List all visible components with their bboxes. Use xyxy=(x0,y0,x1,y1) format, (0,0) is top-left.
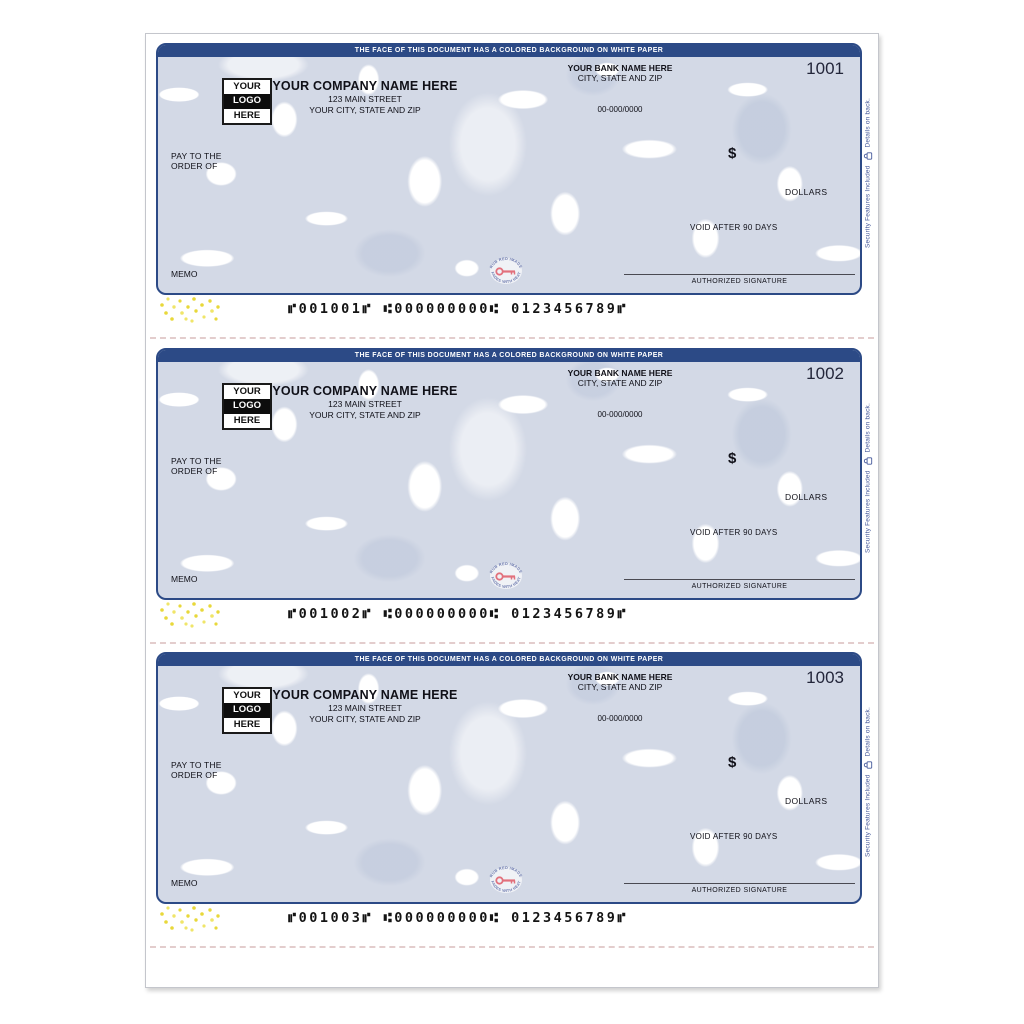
pay-to-line2: ORDER OF xyxy=(171,466,218,476)
logo-line-2: LOGO xyxy=(224,703,270,717)
micr-line: ⑈001003⑈ ⑆000000000⑆ 0123456789⑈ xyxy=(288,910,628,926)
company-block xyxy=(250,79,480,115)
heat-sensitive-key-seal xyxy=(488,559,524,598)
company-address1: 123 MAIN STREET xyxy=(328,94,402,104)
security-banner: THE FACE OF THIS DOCUMENT HAS A COLORED BACKGROUND ON WHITE PAPER xyxy=(158,350,860,362)
security-features-text: Security Features Included xyxy=(864,774,872,857)
details-on-back-text: Details on back. xyxy=(864,403,872,453)
bank-name: YOUR BANK NAME HERE xyxy=(567,63,673,73)
security-features-text: Security Features Included xyxy=(864,470,872,553)
company-block xyxy=(250,384,480,420)
perforation-line xyxy=(150,337,874,339)
pay-to-line2: ORDER OF xyxy=(171,770,218,780)
dollar-sign: $ xyxy=(728,754,737,771)
logo-line-1: YOUR xyxy=(233,386,261,397)
logo-line-3: HERE xyxy=(233,414,261,426)
memo-label: MEMO xyxy=(171,269,198,279)
bank-block xyxy=(510,368,730,419)
company-name: YOUR COMPANY NAME HERE xyxy=(272,688,458,702)
seal-top-text: RUB RED IMAGE xyxy=(489,561,523,575)
authorized-signature-label: AUTHORIZED SIGNATURE xyxy=(691,887,788,894)
signature-line xyxy=(624,579,855,580)
micr-line: ⑈001002⑈ ⑆000000000⑆ 0123456789⑈ xyxy=(288,606,628,622)
void-after-label: VOID AFTER 90 DAYS xyxy=(690,832,778,841)
seal-bottom-text: FADES WITH HEAT xyxy=(490,271,522,285)
pay-to-label xyxy=(171,151,222,171)
check-number: 1001 xyxy=(806,59,844,78)
logo-line-1: YOUR xyxy=(233,690,261,701)
security-dots xyxy=(158,600,222,635)
check-number: 1002 xyxy=(806,364,844,383)
check-unit-3 xyxy=(146,652,878,957)
company-address2: YOUR CITY, STATE AND ZIP xyxy=(309,714,421,724)
memo-label: MEMO xyxy=(171,878,198,888)
check-sheet-page xyxy=(145,33,879,988)
dollars-label: DOLLARS xyxy=(785,492,828,502)
security-banner: THE FACE OF THIS DOCUMENT HAS A COLORED BACKGROUND ON WHITE PAPER xyxy=(158,45,860,57)
check-1003 xyxy=(156,652,862,904)
check-1001 xyxy=(156,43,862,295)
micr-line: ⑈001001⑈ ⑆000000000⑆ 0123456789⑈ xyxy=(288,301,628,317)
logo-line-1: YOUR xyxy=(233,81,261,92)
logo-line-2: LOGO xyxy=(224,94,270,108)
company-address1: 123 MAIN STREET xyxy=(328,399,402,409)
bank-block xyxy=(510,672,730,723)
logo-line-2: LOGO xyxy=(224,399,270,413)
bank-fraction: 00-000/0000 xyxy=(597,714,643,723)
company-name: YOUR COMPANY NAME HERE xyxy=(272,384,458,398)
heat-sensitive-key-seal xyxy=(488,863,524,902)
security-features-text: Security Features Included xyxy=(864,165,872,248)
security-dots xyxy=(158,904,222,939)
signature-line xyxy=(624,274,855,275)
void-after-label: VOID AFTER 90 DAYS xyxy=(690,528,778,537)
bank-fraction: 00-000/0000 xyxy=(597,105,643,114)
dollar-sign: $ xyxy=(728,450,737,467)
memo-label: MEMO xyxy=(171,574,198,584)
details-on-back-text: Details on back. xyxy=(864,98,872,148)
check-1002 xyxy=(156,348,862,600)
check-unit-1 xyxy=(146,43,878,348)
pay-to-line2: ORDER OF xyxy=(171,161,218,171)
dollars-label: DOLLARS xyxy=(785,187,828,197)
pay-to-line1: PAY TO THE xyxy=(171,151,222,161)
check-number: 1003 xyxy=(806,668,844,687)
check-unit-2 xyxy=(146,348,878,653)
authorized-signature-label: AUTHORIZED SIGNATURE xyxy=(691,278,788,285)
seal-top-text: RUB RED IMAGE xyxy=(489,865,523,879)
perforation-line xyxy=(150,946,874,948)
perforation-line xyxy=(150,642,874,644)
company-block xyxy=(250,688,480,724)
company-address2: YOUR CITY, STATE AND ZIP xyxy=(309,105,421,115)
seal-bottom-text: FADES WITH HEAT xyxy=(490,880,522,894)
padlock-icon xyxy=(864,457,873,465)
logo-line-3: HERE xyxy=(233,109,261,121)
seal-top-text: RUB RED IMAGE xyxy=(489,256,523,270)
dollars-label: DOLLARS xyxy=(785,796,828,806)
bank-name: YOUR BANK NAME HERE xyxy=(567,368,673,378)
company-address2: YOUR CITY, STATE AND ZIP xyxy=(309,410,421,420)
pay-to-label xyxy=(171,760,222,780)
authorized-signature-label: AUTHORIZED SIGNATURE xyxy=(691,583,788,590)
security-banner: THE FACE OF THIS DOCUMENT HAS A COLORED BACKGROUND ON WHITE PAPER xyxy=(158,654,860,666)
dollar-sign: $ xyxy=(728,145,737,162)
void-after-label: VOID AFTER 90 DAYS xyxy=(690,223,778,232)
heat-sensitive-key-seal xyxy=(488,254,524,293)
company-address1: 123 MAIN STREET xyxy=(328,703,402,713)
pay-to-label xyxy=(171,456,222,476)
details-on-back-text: Details on back. xyxy=(864,707,872,757)
signature-line xyxy=(624,883,855,884)
logo-line-3: HERE xyxy=(233,718,261,730)
pay-to-line1: PAY TO THE xyxy=(171,456,222,466)
bank-fraction: 00-000/0000 xyxy=(597,410,643,419)
bank-city: CITY, STATE AND ZIP xyxy=(577,73,663,83)
pay-to-line1: PAY TO THE xyxy=(171,760,222,770)
company-name: YOUR COMPANY NAME HERE xyxy=(272,79,458,93)
seal-bottom-text: FADES WITH HEAT xyxy=(490,576,522,590)
bank-city: CITY, STATE AND ZIP xyxy=(577,378,663,388)
padlock-icon xyxy=(864,761,873,769)
security-dots xyxy=(158,295,222,330)
bank-name: YOUR BANK NAME HERE xyxy=(567,672,673,682)
padlock-icon xyxy=(864,152,873,160)
bank-city: CITY, STATE AND ZIP xyxy=(577,682,663,692)
bank-block xyxy=(510,63,730,114)
